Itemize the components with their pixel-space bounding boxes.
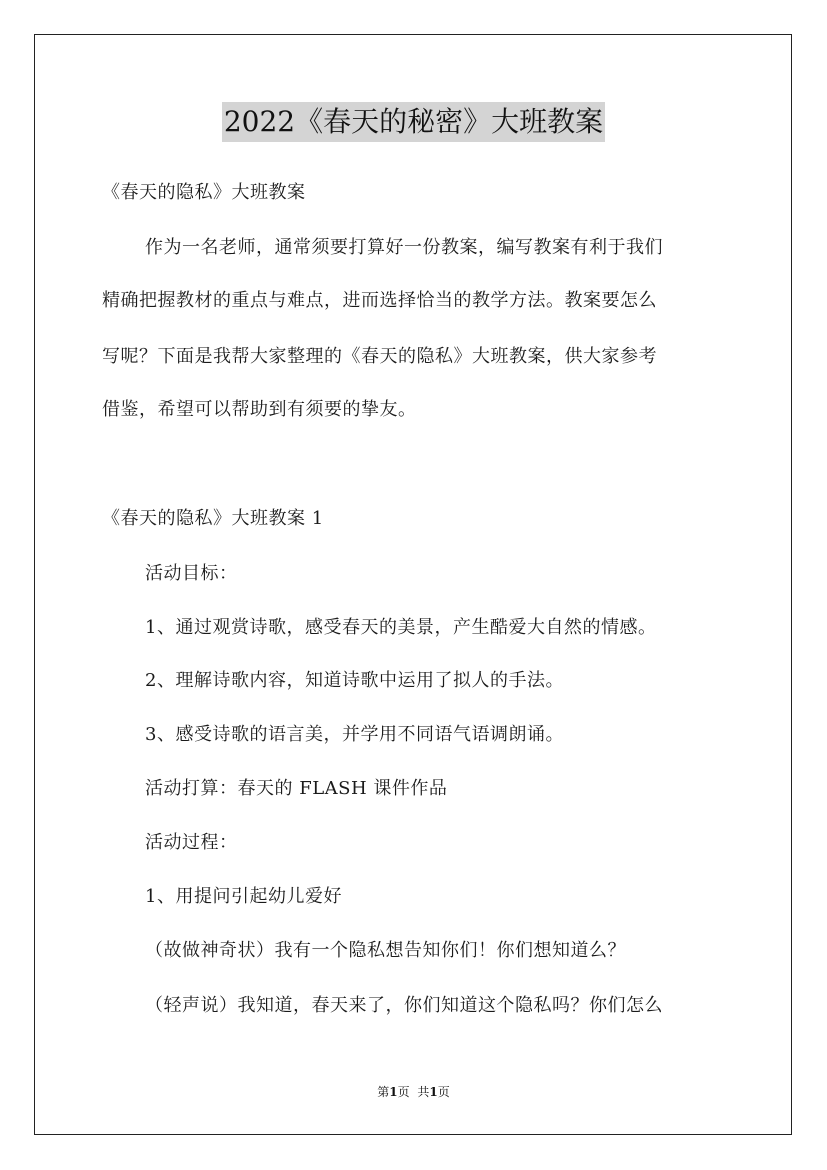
intro-line-2: 精确把握教材的重点与难点，进而选择恰当的教学方法。教案要怎么: [102, 290, 657, 311]
intro-line-4: 借鉴，希望可以帮助到有须要的挚友。: [102, 399, 417, 420]
body-line-9: （轻声说）我知道，春天来了，你们知道这个隐私吗？你们怎么: [145, 995, 663, 1016]
intro-line-1: 作为一名老师，通常须要打算好一份教案，编写教案有利于我们: [145, 237, 663, 258]
footer-page-number: 1: [389, 1085, 398, 1099]
footer-total-suffix: 页: [437, 1085, 450, 1099]
intro-line-3: 写呢？下面是我帮大家整理的《春天的隐私》大班教案，供大家参考: [102, 346, 657, 367]
document-title: 2022《春天的秘密》大班教案: [222, 102, 605, 142]
body-line-7: 1、用提问引起幼儿爱好: [145, 886, 342, 907]
body-line-6: 活动过程：: [145, 832, 238, 853]
section-heading: 《春天的隐私》大班教案 1: [102, 508, 324, 529]
page-footer: [0, 1084, 827, 1100]
footer-page-suffix: 页: [397, 1085, 410, 1099]
title-container: [0, 102, 827, 142]
document-subtitle: 《春天的隐私》大班教案: [102, 182, 306, 203]
footer-page-prefix: 第: [377, 1085, 390, 1099]
footer-total-prefix: 共: [417, 1085, 430, 1099]
body-line-5: 活动打算：春天的 FLASH 课件作品: [145, 778, 448, 799]
body-line-2: 1、通过观赏诗歌，感受春天的美景，产生酷爱大自然的情感。: [145, 617, 657, 638]
body-line-3: 2、理解诗歌内容，知道诗歌中运用了拟人的手法。: [145, 670, 564, 691]
body-line-4: 3、感受诗歌的语言美，并学用不同语气语调朗诵。: [145, 724, 564, 745]
body-line-1: 活动目标：: [145, 563, 238, 584]
footer-total-number: 1: [429, 1085, 438, 1099]
body-line-8: （故做神奇状）我有一个隐私想告知你们！你们想知道么？: [145, 940, 626, 961]
